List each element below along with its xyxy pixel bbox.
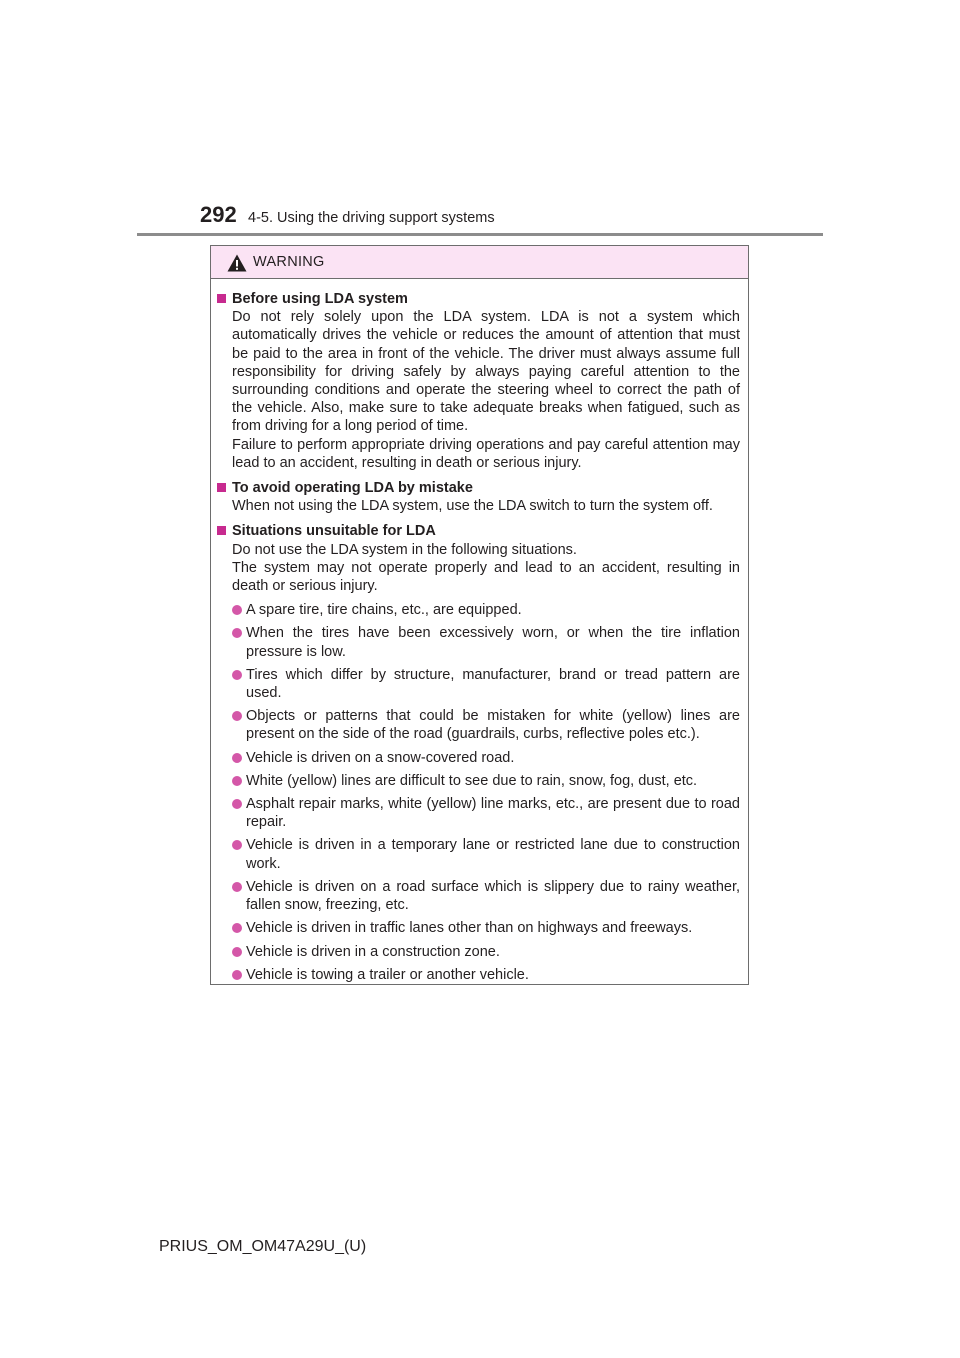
warning-label: WARNING (253, 254, 325, 270)
section-heading (217, 522, 740, 540)
warning-section-avoid-mistake (217, 479, 740, 515)
warning-box (210, 245, 749, 985)
bullet-dot-icon (232, 753, 242, 763)
bullet-dot-icon (232, 923, 242, 933)
list-item: Objects or patterns that could be mistaken for white (yellow) lines are present on the side of the road (guardrails, curbs, reflective poles etc.). (232, 707, 740, 743)
page-number: 292 (200, 202, 237, 227)
bullet-dot-icon (232, 628, 242, 638)
list-item: Vehicle is driven in a temporary lane or restricted lane due to construction work. (232, 836, 740, 872)
paragraph: When not using the LDA system, use the LDA switch to turn the system off. (232, 498, 713, 515)
header-rule (137, 233, 823, 236)
section-heading-text: To avoid operating LDA by mistake (232, 480, 473, 497)
warning-section-before-using (217, 290, 740, 472)
section-title: 4-5. Using the driving support systems (248, 210, 495, 226)
warning-triangle-icon (227, 254, 247, 272)
section-heading (217, 290, 740, 308)
bullet-dot-icon (232, 670, 242, 680)
warning-header (211, 246, 748, 279)
section-heading (217, 479, 740, 497)
square-bullet-icon (217, 483, 226, 492)
bullet-dot-icon (232, 970, 242, 980)
document-code: PRIUS_OM_OM47A29U_(U) (159, 1238, 367, 1255)
paragraph: Do not rely solely upon the LDA system. LDA is not a system which automatically drives the vehicle or reduces the amount of attention that must be paid to the area in front of the vehicle. The driver must always assume full responsibility for driving safely by always paying careful attention to the surrounding conditions and operate the steering wheel to correct the path of the vehicle. Also, make sure to take adequate breaks when fatigued, such as from driving for a long period of time. (232, 309, 740, 435)
paragraph: Failure to perform appropriate driving operations and pay careful attention may lead to an accident, resulting in death or serious injury. (232, 436, 740, 471)
section-heading-text: Situations unsuitable for LDA (232, 523, 436, 540)
paragraph: The system may not operate properly and lead to an accident, resulting in death or serious injury. (232, 559, 740, 595)
list-item: A spare tire, tire chains, etc., are equipped. (232, 601, 740, 619)
section-heading-text: Before using LDA system (232, 291, 408, 307)
paragraph: Do not use the LDA system in the following situations. (232, 541, 577, 558)
bullet-dot-icon (232, 799, 242, 809)
bullet-dot-icon (232, 605, 242, 615)
warning-body (211, 279, 748, 984)
bullet-dot-icon (232, 947, 242, 957)
list-item: White (yellow) lines are difficult to see due to rain, snow, fog, dust, etc. (232, 772, 740, 790)
list-item: When the tires have been excessively worn, or when the tire inflation pressure is low. (232, 624, 740, 660)
bullet-list (217, 601, 740, 984)
bullet-dot-icon (232, 840, 242, 850)
list-item: Vehicle is driven on a road surface which is slippery due to rainy weather, fallen snow, freezing, etc. (232, 878, 740, 914)
warning-section-unsuitable (217, 522, 740, 983)
list-item: Vehicle is driven on a snow-covered road. (232, 749, 740, 767)
bullet-dot-icon (232, 882, 242, 892)
list-item: Vehicle is towing a trailer or another vehicle. (232, 966, 740, 984)
square-bullet-icon (217, 526, 226, 535)
list-item: Tires which differ by structure, manufacturer, brand or tread pattern are used. (232, 666, 740, 702)
bullet-dot-icon (232, 776, 242, 786)
list-item: Vehicle is driven in a construction zone. (232, 943, 740, 961)
bullet-dot-icon (232, 711, 242, 721)
square-bullet-icon (217, 294, 226, 303)
list-item: Asphalt repair marks, white (yellow) line marks, etc., are present due to road repair. (232, 795, 740, 831)
list-item: Vehicle is driven in traffic lanes other than on highways and freeways. (232, 919, 740, 937)
